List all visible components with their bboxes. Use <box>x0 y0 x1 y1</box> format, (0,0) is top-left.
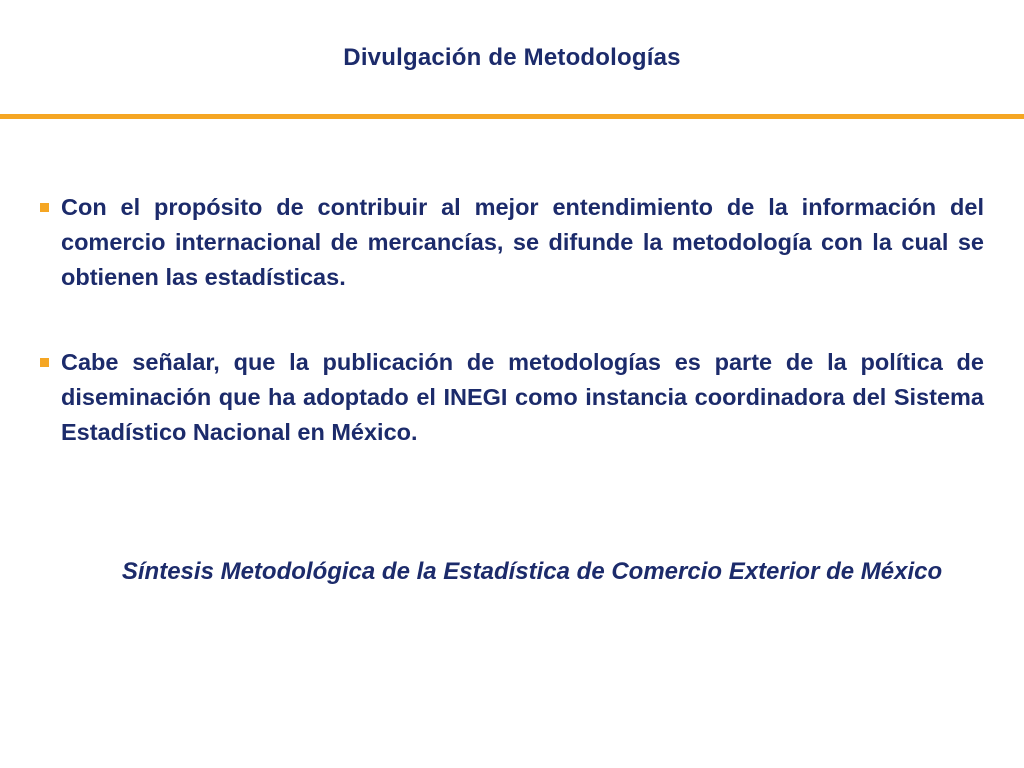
bullet-list <box>40 190 984 500</box>
publication-title: Síntesis Metodológica de la Estadística de Comercio Exterior de México <box>121 558 943 585</box>
bullet-item <box>40 345 984 450</box>
bullet-item <box>40 190 984 295</box>
slide-title: Divulgación de Metodologías <box>343 44 681 71</box>
bullet-text: Cabe señalar, que la publicación de metodologías es parte de la política de diseminación que ha adoptado el INEGI como instancia coordinadora del Sistema Estadístico Nacional en México. <box>61 349 984 445</box>
title-divider <box>0 114 1024 119</box>
bullet-text: Con el propósito de contribuir al mejor entendimiento de la información del comercio internacional de mercancías, se difunde la metodología con la cual se obtienen las estadísticas. <box>61 194 984 290</box>
square-bullet-icon <box>40 358 49 367</box>
square-bullet-icon <box>40 203 49 212</box>
